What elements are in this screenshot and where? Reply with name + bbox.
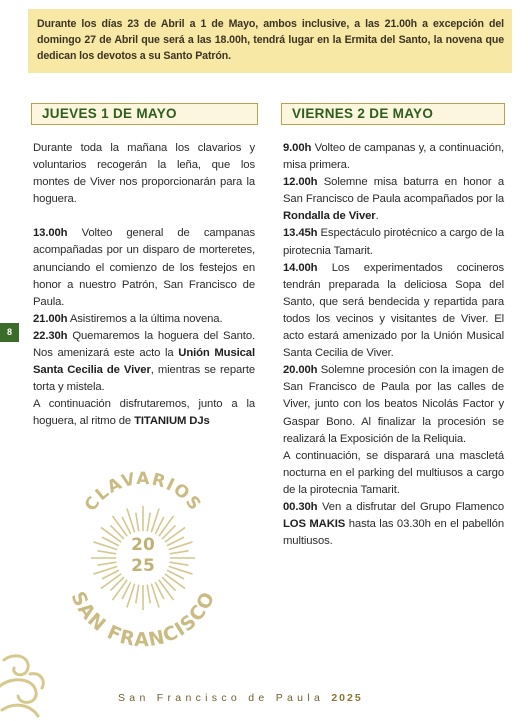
event-2230: 22.30h Quemaremos la hoguera del Santo. Nos amenizará este acto la Unión Musical Santa Cecilia de Viver, mientras se reparte torta y mistela. [33, 329, 255, 394]
page-number-badge: 8 [0, 323, 19, 342]
event-1200: 12.00h Solemne misa baturra en honor a San Francisco de Paula acompañados por la Rondalla de Viver. [283, 176, 504, 223]
sun-ray [98, 551, 117, 554]
sun-ray [101, 527, 121, 542]
event-2000: 20.00h Solemne procesión con la imagen de San Francisco de Paula por las calles de Viver, junto con los beatos Nicolás Factor y Gaspar Bono. Al finalizar la procesión se realizará la Exposición de la Reliquia. [283, 364, 504, 445]
sun-ray [159, 580, 174, 600]
event-time: 21.00h [33, 312, 68, 325]
friday-schedule [283, 140, 504, 550]
sun-ray [147, 513, 150, 532]
event-1345: 13.45h Espectáculo pirotécnico a cargo de la pirotecnia Tamarit. [283, 227, 504, 257]
sun-ray [170, 562, 189, 565]
sun-ray [165, 574, 185, 589]
clavarios-logo [55, 470, 230, 660]
sun-ray [98, 562, 117, 565]
footer: San Francisco de Paula 2025 [118, 692, 363, 704]
sun-ray [162, 525, 175, 538]
event-titanium: A continuación disfrutaremos, junto a la hoguera, al ritmo de TITANIUM DJs [33, 398, 255, 428]
sun-ray [110, 577, 123, 590]
swirl-ornament-icon [0, 650, 60, 721]
event-time: 14.00h [283, 261, 318, 274]
sun-ray [170, 551, 189, 554]
logo-bottom-text: SAN FRANCISCO [66, 587, 220, 652]
heading-thursday: JUEVES 1 DE MAYO [31, 103, 258, 125]
event-time: 00.30h [283, 500, 318, 513]
sun-ray [136, 513, 139, 532]
paragraph-firewood: Durante toda la mañana los clavarios y voluntarios recogerán la leña, que los montes de Viver nos proporcionarán para la hoguera. [33, 142, 255, 206]
event-0030: 00.30h Ven a disfrutar del Grupo Flamenco LOS MAKIS hasta las 03.30h en el pabellón multiusos. [283, 500, 504, 548]
sun-ray [112, 580, 127, 600]
notice-text: Durante los días 23 de Abril a 1 de Mayo, ambos inclusive, a las 21.00h a excepción del domingo 27 de Abril que será a las 18.00h, tendrá lugar en la Ermita del Santo, la novena que dedican los devotos a su Santo Patrón. [37, 18, 504, 62]
sun-ray [159, 516, 174, 536]
sun-ray [162, 577, 175, 590]
logo-year-top: 20 [131, 535, 155, 555]
sun-ray [112, 516, 127, 536]
event-time: 9.00h [283, 142, 312, 154]
sun-ray [110, 525, 123, 538]
event-1400: 14.00h Los experimentados cocineros tendrán preparada la deliciosa Sopa del Santo, que será bendecida y repartida para todos los vecinos y visitantes de Viver. El acto estará amenizado por la Unión Musical Santa Cecilia de Viver. [283, 261, 504, 360]
event-1300: 13.00h Volteo general de campanas acompañadas por un disparo de morteretes, anunciando el comienzo de los festejos en honor a nuestro Patrón, San Francisco de Paula. [33, 227, 255, 308]
sun-ray [147, 585, 150, 604]
sun-ray [165, 527, 185, 542]
heading-friday: VIERNES 2 DE MAYO [281, 103, 505, 125]
event-0900: 9.00h Volteo de campanas y, a continuación, misa primera. [283, 142, 504, 172]
novena-notice [28, 9, 512, 73]
sun-ray [101, 574, 121, 589]
event-time: 13.00h [33, 227, 68, 240]
event-time: 13.45h [283, 227, 318, 240]
sun-ray [136, 585, 139, 604]
event-mascleta: A continuación, se disparará una mascletá nocturna en el parking del multiusos a cargo de la pirotecnia Tamarit. [283, 449, 504, 496]
event-time: 20.00h [283, 364, 318, 377]
logo-year-bottom: 25 [131, 556, 155, 576]
event-time: 22.30h [33, 329, 68, 342]
event-time: 12.00h [283, 176, 318, 189]
thursday-schedule [33, 140, 255, 431]
event-2100: 21.00h Asistiremos a la última novena. [33, 312, 223, 325]
logo-top-text: CLAVARIOS [80, 470, 206, 516]
